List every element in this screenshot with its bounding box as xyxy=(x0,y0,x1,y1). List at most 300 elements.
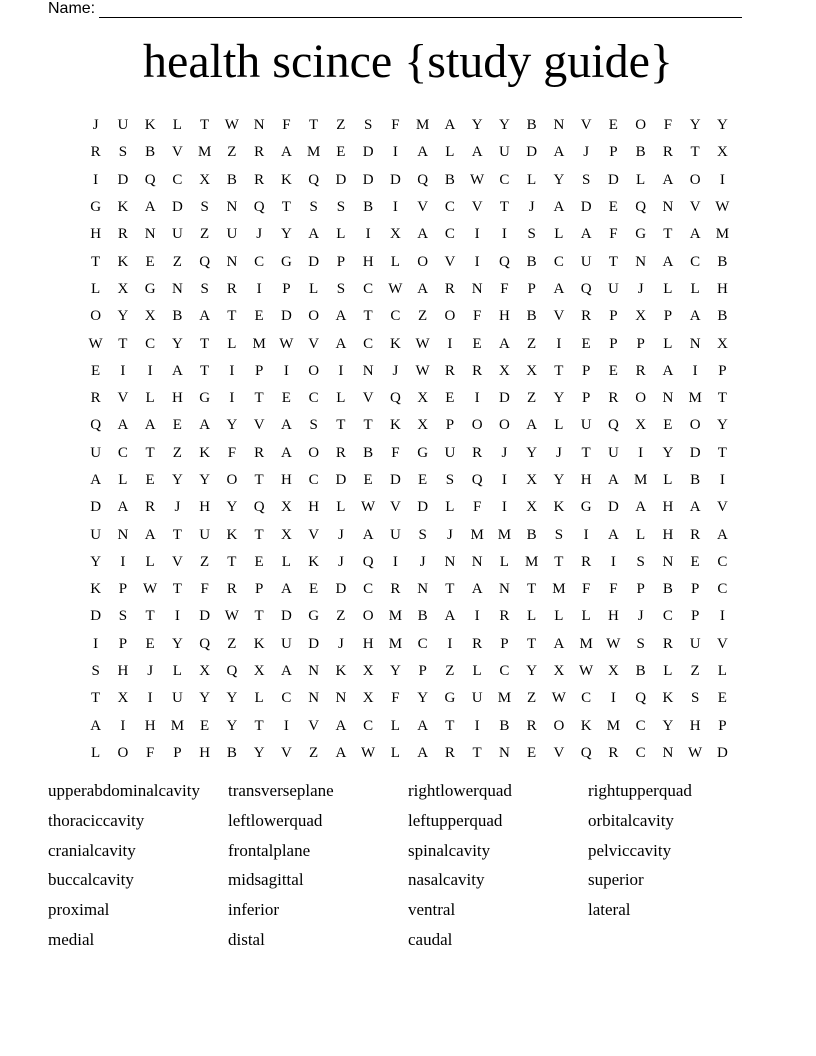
grid-letter: D xyxy=(417,499,429,516)
grid-letter: T xyxy=(254,608,264,625)
grid-letter: E xyxy=(200,717,210,734)
grid-letter: L xyxy=(554,608,564,625)
grid-letter: K xyxy=(580,717,592,734)
grid-letter: Z xyxy=(309,744,319,761)
grid-letter: J xyxy=(555,444,562,461)
grid-row xyxy=(82,358,736,385)
grid-letter: Y xyxy=(199,472,211,488)
grid-letter: O xyxy=(635,117,647,134)
name-underline xyxy=(99,3,742,18)
grid-row xyxy=(82,713,736,740)
grid-letter: Y xyxy=(662,717,674,734)
grid-letter: R xyxy=(581,308,592,325)
grid-letter: R xyxy=(472,444,483,461)
word-bank-item: transverseplane xyxy=(228,781,334,800)
grid-letter: A xyxy=(144,417,156,434)
word-bank-item: upperabdominalcavity xyxy=(48,781,201,800)
grid-letter: W xyxy=(279,335,294,352)
grid-letter: T xyxy=(91,253,101,270)
grid-letter: S xyxy=(418,526,427,543)
grid-letter: A xyxy=(662,362,674,379)
grid-letter: U xyxy=(389,526,401,543)
grid-letter: R xyxy=(526,717,537,734)
grid-letter: P xyxy=(636,335,645,352)
grid-letter: N xyxy=(226,199,238,216)
grid-letter: L xyxy=(91,280,101,297)
grid-letter: Z xyxy=(527,390,537,407)
grid-letter: P xyxy=(254,362,264,379)
grid-letter: T xyxy=(227,553,237,570)
grid-letter: L xyxy=(172,663,182,680)
grid-letter: E xyxy=(91,362,101,379)
grid-letter: Z xyxy=(172,444,182,461)
grid-letter: L xyxy=(717,663,727,680)
grid-letter: O xyxy=(498,417,510,434)
grid-letter: N xyxy=(553,117,565,134)
grid-letter: B xyxy=(226,744,237,761)
grid-letter: T xyxy=(554,362,564,379)
grid-letter: P xyxy=(718,717,727,734)
grid-letter: C xyxy=(117,444,128,461)
grid-letter: S xyxy=(118,144,128,161)
grid-letter: C xyxy=(145,335,156,352)
grid-letter: S xyxy=(363,117,373,134)
grid-letter: N xyxy=(253,117,265,134)
grid-row xyxy=(82,521,736,548)
grid-letter: I xyxy=(638,444,644,461)
grid-letter: K xyxy=(144,117,156,134)
grid-letter: V xyxy=(171,553,183,570)
grid-letter: D xyxy=(607,171,619,188)
grid-letter: A xyxy=(526,417,538,434)
grid-letter: R xyxy=(690,526,701,543)
grid-letter: K xyxy=(90,581,102,598)
grid-letter: A xyxy=(607,472,619,488)
grid-letter: D xyxy=(580,199,592,216)
grid-letter: C xyxy=(553,253,564,270)
grid-letter: C xyxy=(363,581,374,598)
grid-letter: L xyxy=(636,171,646,188)
grid-letter: Y xyxy=(526,444,538,461)
grid-letter: G xyxy=(580,499,592,516)
grid-letter: I xyxy=(474,390,480,407)
grid-letter: Y xyxy=(226,690,238,707)
grid-letter: X xyxy=(635,417,647,434)
grid-letter: C xyxy=(717,553,728,570)
grid-letter: X xyxy=(635,308,647,325)
grid-letter: I xyxy=(147,362,153,379)
word-bank-item: lateral xyxy=(588,900,631,920)
grid-letter: V xyxy=(308,717,320,734)
grid-letter: C xyxy=(363,717,374,734)
grid-letter: G xyxy=(90,199,102,216)
grid-letter: I xyxy=(93,171,99,188)
grid-letter: J xyxy=(528,199,535,216)
grid-letter: U xyxy=(171,690,183,707)
grid-letter: L xyxy=(254,690,264,707)
grid-letter: N xyxy=(662,744,674,761)
grid-letter: T xyxy=(254,526,264,543)
grid-letter: M xyxy=(170,717,185,734)
grid-letter: Y xyxy=(226,499,238,516)
grid-letter: J xyxy=(637,608,644,625)
grid-letter: D xyxy=(389,171,401,188)
grid-letter: N xyxy=(308,690,320,707)
grid-letter: R xyxy=(226,581,237,598)
grid-letter: M xyxy=(415,117,430,134)
grid-letter: Q xyxy=(362,553,374,570)
grid-letter: Q xyxy=(635,690,647,707)
grid-letter: B xyxy=(635,663,646,680)
grid-letter: S xyxy=(118,608,128,625)
grid-letter: T xyxy=(254,472,264,488)
grid-row xyxy=(82,221,736,248)
grid-letter: F xyxy=(282,117,291,134)
grid-letter: A xyxy=(444,608,456,625)
grid-letter: I xyxy=(474,226,480,243)
grid-letter: N xyxy=(335,690,347,707)
grid-letter: I xyxy=(447,335,453,352)
grid-letter: T xyxy=(91,690,101,707)
grid-letter: H xyxy=(362,635,374,652)
grid-letter: U xyxy=(607,444,619,461)
grid-letter: R xyxy=(254,144,265,161)
grid-letter: L xyxy=(145,553,155,570)
grid-letter: T xyxy=(445,581,455,598)
word-bank xyxy=(48,779,768,958)
grid-letter: A xyxy=(444,117,456,134)
grid-letter: F xyxy=(391,690,400,707)
grid-letter: P xyxy=(690,608,700,625)
grid-letter: V xyxy=(716,499,728,516)
grid-letter: X xyxy=(117,690,129,707)
grid-letter: N xyxy=(226,253,238,270)
grid-letter: X xyxy=(526,499,538,516)
grid-letter: C xyxy=(363,280,374,297)
grid-row xyxy=(82,330,736,357)
grid-letter: P xyxy=(118,581,128,598)
grid-letter: X xyxy=(526,472,538,488)
grid-letter: M xyxy=(388,635,403,652)
grid-letter: H xyxy=(90,226,102,243)
grid-letter: T xyxy=(309,117,319,134)
grid-letter: A xyxy=(199,308,211,325)
word-bank-item: frontalplane xyxy=(228,840,311,860)
grid-letter: B xyxy=(444,171,455,188)
grid-letter: D xyxy=(362,144,374,161)
grid-letter: F xyxy=(609,226,618,243)
grid-letter: M xyxy=(606,717,621,734)
grid-letter: M xyxy=(306,144,321,161)
grid-letter: P xyxy=(581,390,591,407)
grid-letter: Z xyxy=(527,690,537,707)
grid-letter: S xyxy=(636,553,645,570)
grid-letter: T xyxy=(527,635,537,652)
grid-letter: H xyxy=(171,390,183,407)
grid-letter: W xyxy=(415,362,430,379)
grid-letter: V xyxy=(716,635,728,652)
grid-letter: R xyxy=(90,144,101,161)
grid-letter: L xyxy=(554,417,564,434)
grid-letter: E xyxy=(418,472,428,488)
grid-letter: L xyxy=(499,553,509,570)
grid-letter: R xyxy=(444,744,455,761)
grid-letter: Q xyxy=(389,390,401,407)
grid-letter: Q xyxy=(144,171,156,188)
grid-letter: J xyxy=(92,117,99,134)
grid-letter: D xyxy=(362,171,374,188)
grid-letter: S xyxy=(200,199,209,216)
grid-letter: E xyxy=(145,635,155,652)
grid-letter: T xyxy=(499,199,509,216)
grid-letter: R xyxy=(444,362,455,379)
grid-letter: P xyxy=(609,335,618,352)
grid-letter: L xyxy=(145,390,155,407)
grid-letter: M xyxy=(579,635,593,652)
grid-letter: B xyxy=(226,171,237,188)
grid-letter: C xyxy=(717,581,728,598)
grid-letter: E xyxy=(608,362,618,379)
grid-letter: T xyxy=(254,717,264,734)
grid-row xyxy=(82,440,736,467)
grid-row xyxy=(82,740,736,767)
word-bank-item: pelviccavity xyxy=(588,840,672,860)
grid-letter: A xyxy=(308,226,320,243)
letter-grid xyxy=(82,112,736,767)
grid-letter: Y xyxy=(199,690,211,707)
grid-row xyxy=(82,631,736,658)
grid-letter: Z xyxy=(445,663,455,680)
grid-letter: F xyxy=(145,744,155,761)
grid-letter: L xyxy=(336,390,346,407)
grid-letter: P xyxy=(445,417,455,434)
grid-letter: Z xyxy=(200,226,210,243)
grid-letter: B xyxy=(363,444,374,461)
grid-letter: R xyxy=(145,499,156,516)
word-bank-item: orbitalcavity xyxy=(588,810,674,830)
grid-letter: P xyxy=(418,663,427,680)
grid-letter: I xyxy=(692,362,698,379)
grid-letter: P xyxy=(718,362,727,379)
grid-letter: X xyxy=(417,417,429,434)
grid-letter: K xyxy=(335,663,347,680)
grid-letter: L xyxy=(390,253,400,270)
grid-row xyxy=(82,494,736,521)
grid-letter: N xyxy=(498,744,510,761)
grid-letter: F xyxy=(391,444,400,461)
grid-letter: V xyxy=(417,199,429,216)
grid-letter: D xyxy=(90,608,102,625)
grid-letter: A xyxy=(553,280,565,297)
grid-letter: H xyxy=(662,499,674,516)
grid-letter: I xyxy=(719,472,725,488)
grid-letter: B xyxy=(499,717,510,734)
grid-letter: G xyxy=(280,253,292,270)
grid-letter: Q xyxy=(226,663,238,680)
grid-letter: Q xyxy=(199,635,211,652)
grid-letter: E xyxy=(581,335,591,352)
grid-letter: A xyxy=(280,444,292,461)
grid-letter: W xyxy=(715,199,730,216)
grid-letter: K xyxy=(253,635,265,652)
grid-letter: V xyxy=(689,199,701,216)
grid-letter: L xyxy=(336,499,346,516)
name-field xyxy=(48,0,742,18)
grid-letter: O xyxy=(362,608,374,625)
grid-letter: V xyxy=(308,335,320,352)
grid-letter: H xyxy=(580,472,592,488)
grid-letter: Q xyxy=(308,171,320,188)
grid-letter: O xyxy=(417,253,429,270)
grid-letter: T xyxy=(200,117,210,134)
grid-letter: I xyxy=(120,362,126,379)
grid-letter: Y xyxy=(689,117,701,134)
grid-letter: O xyxy=(308,444,320,461)
grid-letter: D xyxy=(90,499,102,516)
grid-letter: W xyxy=(470,171,485,188)
grid-letter: J xyxy=(637,280,644,297)
grid-letter: R xyxy=(662,635,673,652)
grid-letter: I xyxy=(447,635,453,652)
grid-letter: T xyxy=(227,308,237,325)
grid-letter: H xyxy=(280,472,292,488)
grid-letter: N xyxy=(308,663,320,680)
grid-letter: J xyxy=(583,144,590,161)
grid-letter: A xyxy=(90,472,102,488)
grid-letter: Y xyxy=(553,171,565,188)
grid-letter: E xyxy=(608,199,618,216)
grid-letter: E xyxy=(309,581,319,598)
grid-letter: M xyxy=(715,226,730,243)
grid-letter: J xyxy=(337,526,344,543)
grid-letter: L xyxy=(445,499,455,516)
grid-letter: I xyxy=(501,472,507,488)
grid-letter: X xyxy=(253,663,265,680)
grid-letter: Z xyxy=(336,608,346,625)
grid-letter: R xyxy=(635,362,646,379)
grid-letter: U xyxy=(90,444,102,461)
grid-letter: Q xyxy=(471,472,483,488)
grid-letter: J xyxy=(337,553,344,570)
grid-letter: C xyxy=(254,253,265,270)
grid-letter: P xyxy=(254,581,264,598)
grid-letter: Q xyxy=(253,199,265,216)
grid-letter: F xyxy=(663,117,673,134)
grid-letter: W xyxy=(143,581,158,598)
grid-letter: M xyxy=(197,144,212,161)
grid-letter: L xyxy=(172,117,182,134)
grid-row xyxy=(82,549,736,576)
grid-letter: O xyxy=(308,362,320,379)
grid-letter: V xyxy=(117,390,129,407)
grid-letter: I xyxy=(501,499,507,516)
grid-letter: M xyxy=(633,472,648,488)
name-label: Name: xyxy=(48,0,96,17)
grid-letter: T xyxy=(200,335,210,352)
grid-letter: K xyxy=(553,499,565,516)
grid-letter: Q xyxy=(417,171,429,188)
grid-letter: T xyxy=(690,144,700,161)
grid-letter: A xyxy=(553,144,565,161)
grid-letter: E xyxy=(254,308,264,325)
grid-letter: A xyxy=(553,199,565,216)
grid-letter: Y xyxy=(226,717,238,734)
grid-letter: N xyxy=(689,335,701,352)
grid-letter: A xyxy=(498,335,510,352)
grid-letter: H xyxy=(199,744,211,761)
grid-letter: Y xyxy=(280,226,292,243)
word-bank-item: caudal xyxy=(408,929,453,949)
grid-letter: R xyxy=(90,390,101,407)
grid-letter: T xyxy=(445,717,455,734)
grid-letter: F xyxy=(472,499,482,516)
grid-letter: L xyxy=(636,526,646,543)
grid-letter: H xyxy=(662,526,674,543)
grid-letter: K xyxy=(226,526,238,543)
grid-letter: W xyxy=(688,744,703,761)
grid-letter: V xyxy=(171,144,183,161)
grid-letter: A xyxy=(144,526,156,543)
word-bank-item: distal xyxy=(228,929,265,949)
page-title: health scince {study guide} xyxy=(143,35,673,88)
grid-letter: Y xyxy=(171,635,183,652)
grid-letter: F xyxy=(581,581,591,598)
grid-letter: F xyxy=(609,581,618,598)
grid-letter: H xyxy=(498,308,510,325)
grid-letter: E xyxy=(445,390,455,407)
grid-letter: Y xyxy=(662,444,674,461)
grid-letter: A xyxy=(171,362,183,379)
grid-letter: A xyxy=(580,226,592,243)
grid-letter: L xyxy=(663,472,673,488)
grid-letter: R xyxy=(390,581,401,598)
grid-letter: A xyxy=(117,417,129,434)
grid-letter: A xyxy=(117,499,129,516)
grid-letter: R xyxy=(335,444,346,461)
grid-letter: K xyxy=(389,335,401,352)
grid-letter: A xyxy=(335,744,347,761)
grid-letter: Z xyxy=(227,635,237,652)
grid-letter: P xyxy=(609,308,618,325)
grid-letter: X xyxy=(716,144,728,161)
grid-letter: Y xyxy=(226,417,238,434)
grid-letter: X xyxy=(144,308,156,325)
grid-letter: U xyxy=(171,226,183,243)
grid-letter: N xyxy=(144,226,156,243)
grid-letter: Y xyxy=(90,553,102,570)
grid-letter: Q xyxy=(498,253,510,270)
grid-letter: T xyxy=(472,744,482,761)
grid-letter: M xyxy=(497,526,512,543)
grid-letter: H xyxy=(716,280,728,297)
grid-letter: Y xyxy=(553,472,565,488)
grid-letter: I xyxy=(256,280,262,297)
grid-letter: C xyxy=(363,335,374,352)
grid-letter: F xyxy=(200,581,209,598)
grid-letter: P xyxy=(173,744,182,761)
grid-letter: X xyxy=(362,690,374,707)
grid-letter: I xyxy=(365,226,371,243)
grid-letter: I xyxy=(556,335,562,352)
word-bank-item: buccalcavity xyxy=(48,870,134,890)
grid-letter: W xyxy=(388,280,403,297)
grid-letter: B xyxy=(526,308,537,325)
grid-letter: B xyxy=(635,144,646,161)
word-bank-item: ventral xyxy=(408,900,456,920)
grid-letter: A xyxy=(199,417,211,434)
grid-letter: H xyxy=(308,499,320,516)
grid-letter: U xyxy=(444,444,456,461)
